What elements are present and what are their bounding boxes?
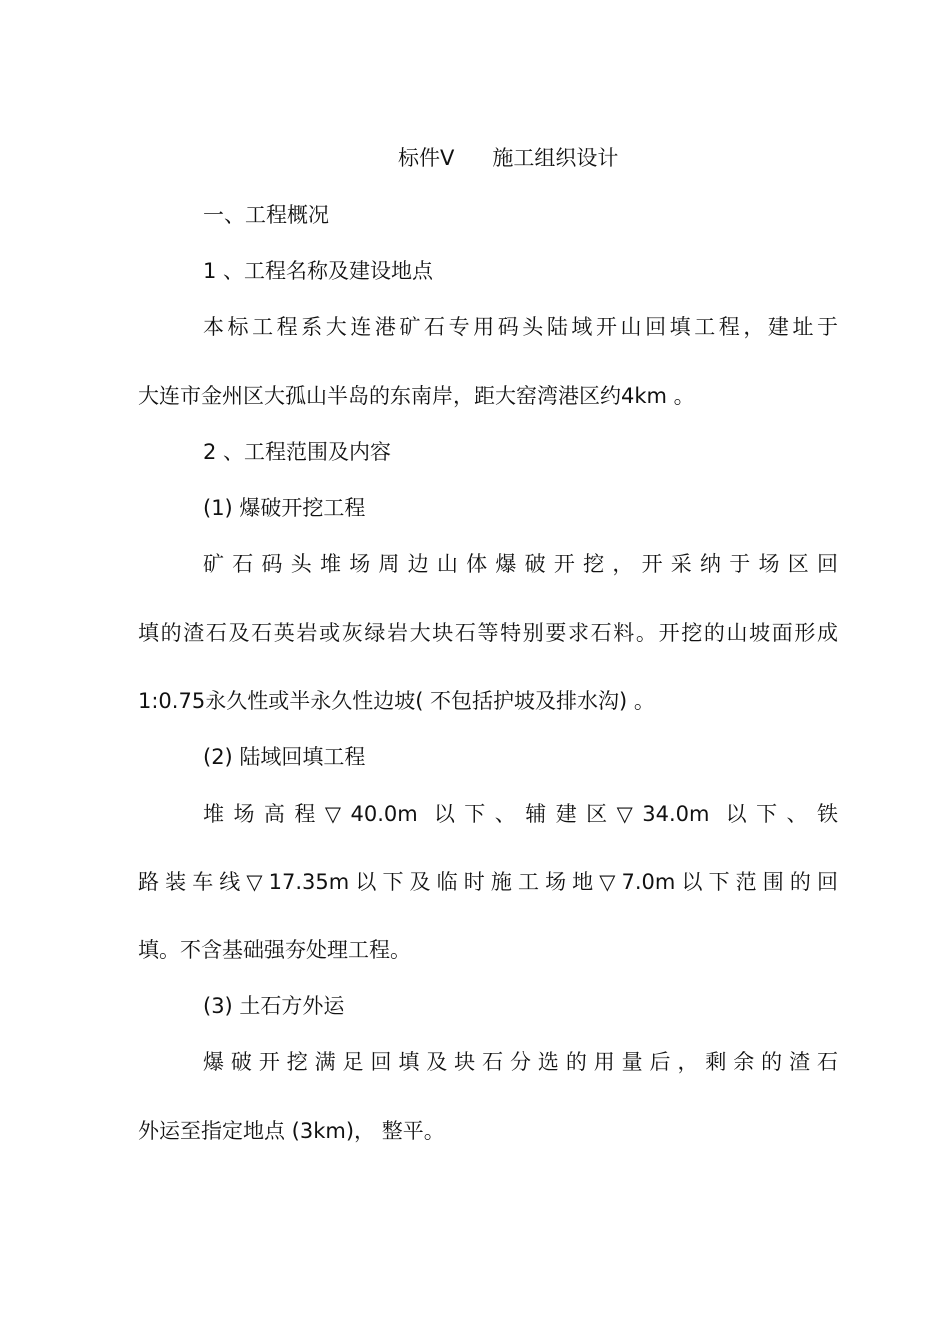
paragraph-1-line-1: 本标工程系大连港矿石专用码头陆域开山回填工程，建址于 [203, 315, 838, 339]
paragraph-3-line-3: 填。不含基础强夯处理工程。 [138, 938, 411, 962]
title-part-right: 施工组织设计 [492, 146, 619, 170]
paragraph-2-line-1: 矿石码头堆场周边山体爆破开挖，开采纳于场区回 [203, 552, 838, 576]
document-title [398, 143, 618, 173]
subsection-heading-2: 2 、工程范围及内容 [203, 440, 392, 464]
title-part-left: 标件Ⅴ [398, 146, 455, 170]
paragraph-2-line-2: 填的渣石及石英岩或灰绿岩大块石等特别要求石料。开挖的山坡面形成 [138, 621, 838, 645]
section-heading-1: 一、工程概况 [203, 203, 329, 227]
paragraph-2-line-3: 1:0.75永久性或半永久性边坡( 不包括护坡及排水沟) 。 [138, 689, 655, 713]
paragraph-3-line-2: 路装车线▽17.35m以下及临时施工场地▽7.0m以下范围的回 [138, 870, 838, 894]
paragraph-3-line-1: 堆场高程▽40.0m 以下、辅建区▽34.0m 以下、铁 [203, 802, 838, 826]
paragraph-4-line-1: 爆破开挖满足回填及块石分选的用量后，剩余的渣石 [203, 1050, 838, 1074]
list-item-3: (3) 土石方外运 [203, 994, 345, 1018]
list-item-1: (1) 爆破开挖工程 [203, 496, 366, 520]
paragraph-4-line-2: 外运至指定地点 (3km)， 整平。 [138, 1119, 445, 1143]
subsection-heading-1: 1 、工程名称及建设地点 [203, 259, 434, 283]
paragraph-1-line-2: 大连市金州区大孤山半岛的东南岸，距大窑湾港区约4km 。 [138, 384, 695, 408]
list-item-2: (2) 陆域回填工程 [203, 745, 366, 769]
